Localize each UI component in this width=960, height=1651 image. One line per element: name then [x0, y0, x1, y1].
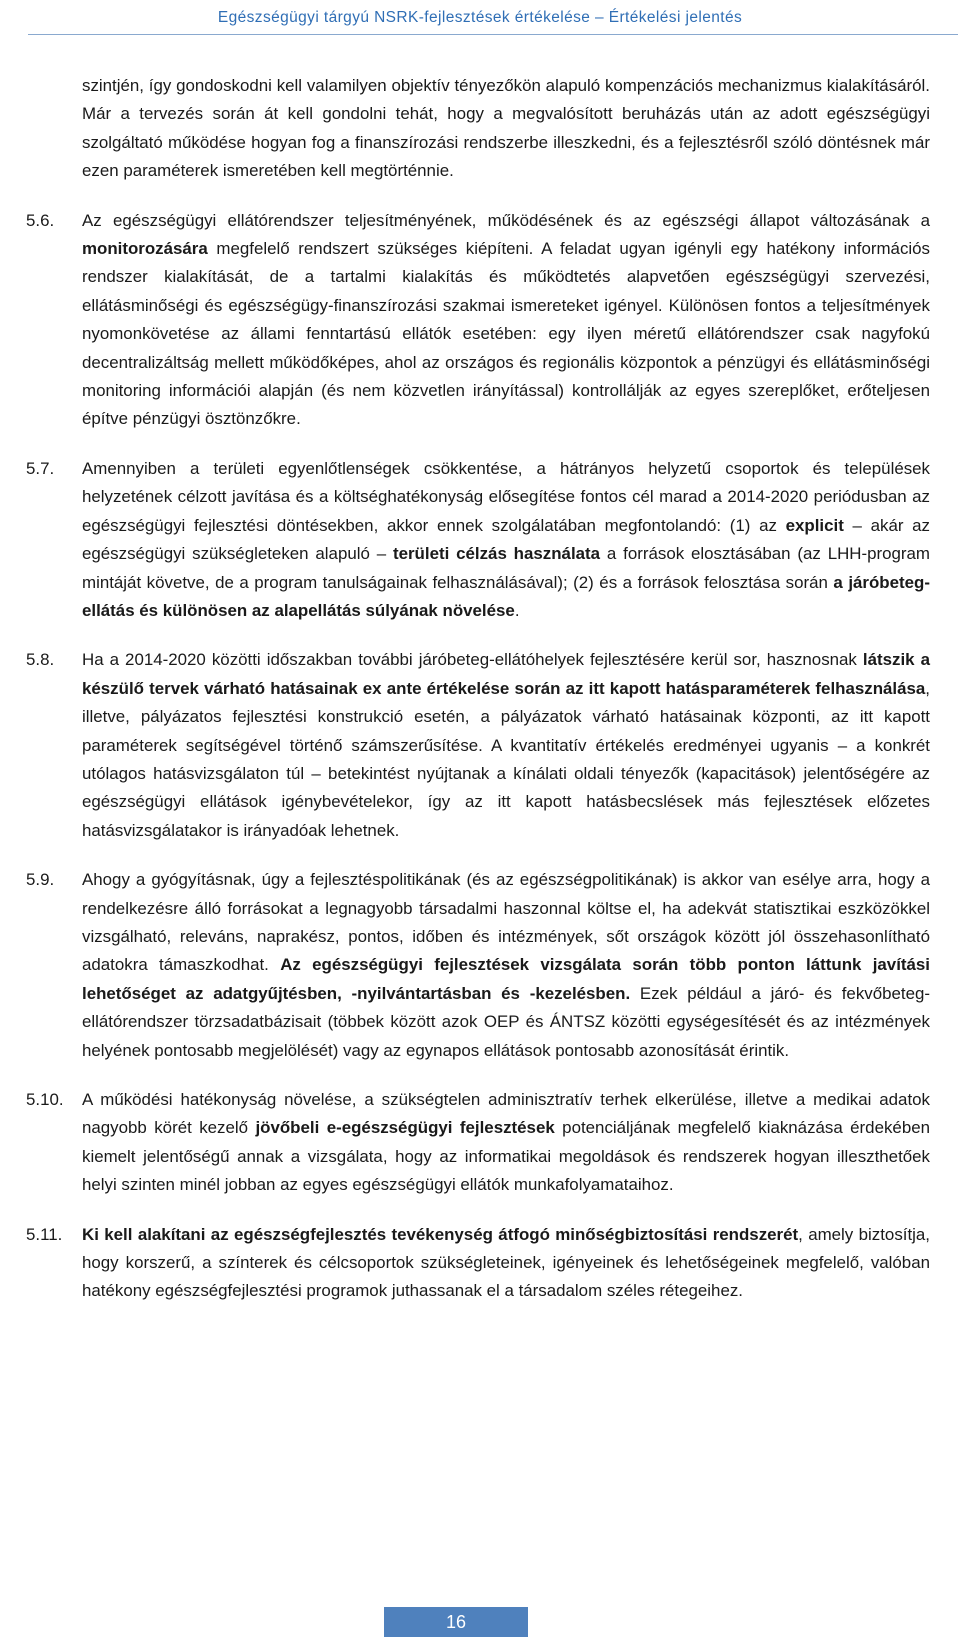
recommendation-5-9 [26, 866, 930, 1065]
recommendation-5-8 [26, 646, 930, 845]
item-text: Ha a 2014-2020 közötti időszakban további járóbeteg-ellátóhelyek fejlesztésére kerül sor, hasznosnak látszik a készülő tervek várható hatásainak ex ante értékelése során az itt kapott hatásparaméterek felhasználása, illetve, pályázatos fejlesztési konstrukció esetén, a pályázatok várható hatásainak központi, az itt kapott paraméterek segítségével történő számszerűsítése. A kvantitatív értékelés eredményei ugyanis – a konkrét utólagos hatásvizsgálaton túl – betekintést nyújtanak a kínálati oldali tényezők (kapacitások) jelentőségére az egészségügyi ellátások igénybevételekor, így az itt kapott hatásbecslések más fejlesztések előzetes hatásvizsgálatakor is irányadóak lehetnek. [82, 650, 930, 840]
item-text: A működési hatékonyság növelése, a szükségtelen adminisztratív terhek elkerülése, illetve a medikai adatok nagyobb körét kezelő jövőbeli e-egészségügyi fejlesztések potenciáljának megfelelő kiaknázása érdekében kiemelt jelentőségű annak a vizsgálata, hogy az informatikai megoldások és rendszerek hogyan illeszthetőek helyi szinten minél jobban az egyes egészségügyi ellátók munkafolyamataihoz. [82, 1090, 930, 1195]
recommendation-5-6 [26, 207, 930, 434]
intro-text: szintjén, így gondoskodni kell valamilyen objektív tényezőkön alapuló kompenzációs mechanizmus kialakításáról. Már a tervezés során át kell gondolni tehát, hogy a megvalósított beruházás után az adott egészségügyi szolgáltató működése hogyan fog a finanszírozási rendszerbe illeszkedni, és a fejlesztésről szóló döntésnek már ezen paraméterek ismeretében kell megtörténnie. [82, 76, 930, 181]
item-text: Ki kell alakítani az egészségfejlesztés tevékenység átfogó minőségbiztosítási rendszerét, amely biztosítja, hogy korszerű, a színterek és célcsoportok szükségleteinek, igényeinek és lehetőségeinek megfelelő, valóban hatékony egészségfejlesztési programok juthassanak el a társadalom széles rétegeihez. [82, 1224, 930, 1301]
item-number: 5.10. [26, 1090, 64, 1109]
document-body [26, 72, 930, 1327]
item-number: 5.7. [26, 458, 55, 478]
item-text: Amennyiben a területi egyenlőtlenségek csökkentése, a hátrányos helyzetű csoportok és települések helyzetének célzott javítása és a költséghatékonyság elősegítése fontos cél marad a 2014-2020 periódusban az egészségügyi fejlesztési döntésekben, akkor ennek szolgálatában megfontolandó: (1) az explicit – akár az egészségügyi szükségleteken alapuló – területi célzás használata a források elosztásában (az LHH-program mintáját követve, de a program tanulságainak felhasználásával); (2) és a források felosztása során a járóbeteg-ellátás és különösen az alapellátás súlyának növelése. [82, 458, 931, 620]
intro-paragraph [26, 72, 930, 186]
item-number: 5.9. [26, 870, 55, 890]
item-number: 5.6. [26, 210, 55, 230]
page-number: 16 [384, 1607, 528, 1637]
recommendation-5-10 [26, 1086, 930, 1200]
recommendation-5-7 [26, 455, 930, 625]
item-text: Ahogy a gyógyításnak, úgy a fejlesztéspolitikának (és az egészségpolitikának) is akkor van esélye arra, hogy a rendelkezésre álló forrásokat a legnagyobb társadalmi haszonnal költse el, ha adekvát statisztikai eszközökkel vizsgálható, releváns, naprakész, pontos, időben és intézmények, sőt országok között jól összehasonlítható adatokra támaszkodhat. Az egészségügyi fejlesztések vizsgálata során több ponton láttunk javítási lehetőséget az adatgyűjtésben, -nyilvántartásban és -kezelésben. Ezek például a járó- és fekvőbeteg-ellátórendszer törzsadatbázisait (többek között azok OEP és ÁNTSZ közötti egységesítését és az intézmények helyének pontosabb megjelölését) vagy az egynapos ellátások pontosabb azonosítását érintik. [82, 870, 931, 1060]
item-text: Az egészségügyi ellátórendszer teljesítményének, működésének és az egészségi állapot változásának a monitorozására megfelelő rendszert szükséges kiépíteni. A feladat ugyan igényli egy hatékony információs rendszer kialakítását, de a tartalmi kialakítás és működtetés alapvetően egészségügyi szervezési, ellátásminőségi és egészségügy-finanszírozási szakmai ismereteket igényel. Különösen fontos a teljesítmények nyomonkövetése az állami fenntartású ellátók esetében: egy ilyen méretű ellátórendszer csak nagyfokú decentralizáltság mellett működőképes, ahol az országos és regionális központok a pénzügyi és ellátásminőségi monitoring információi alapján (és nem közvetlen irányítással) kontrollálják az egyes szereplőket, erőteljesen építve pénzügyi ösztönzőkre. [82, 210, 930, 429]
running-header: Egészségügyi tárgyú NSRK-fejlesztések értékelése – Értékelési jelentés [217, 9, 743, 26]
item-number: 5.8. [26, 650, 55, 670]
item-number: 5.11. [26, 1224, 63, 1244]
header-divider [28, 34, 958, 35]
recommendation-5-11 [26, 1221, 930, 1306]
